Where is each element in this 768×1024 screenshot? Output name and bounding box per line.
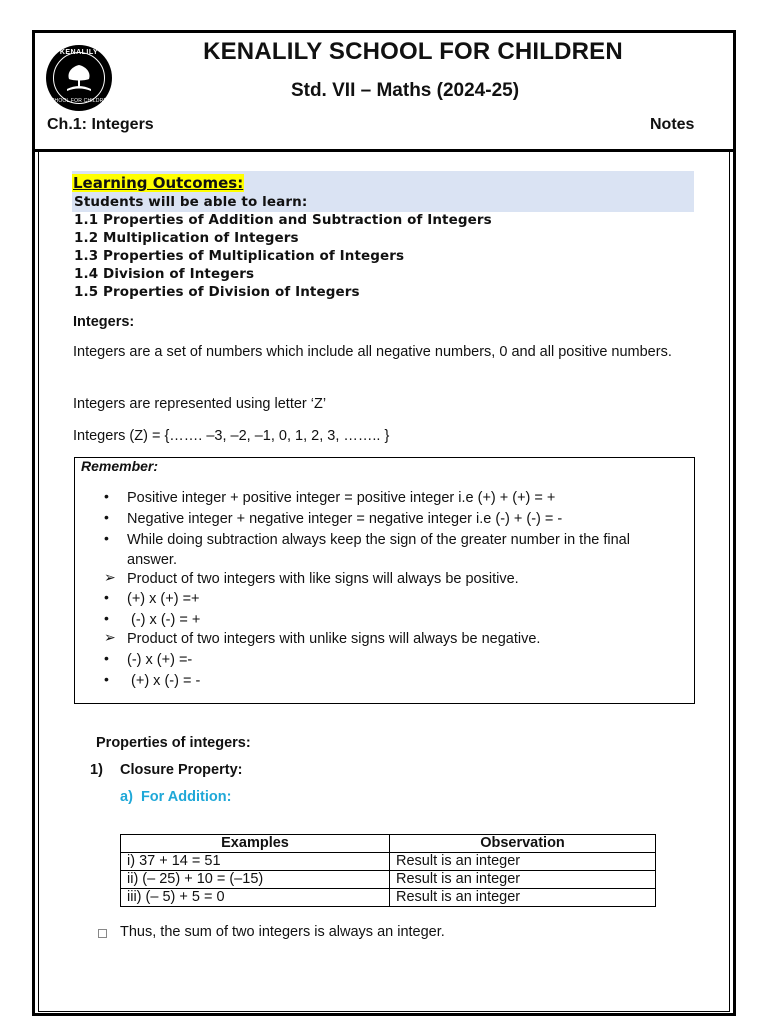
- notes-label: Notes: [650, 116, 695, 133]
- bullet-icon: •: [104, 650, 109, 666]
- class-subject-title: Std. VII – Maths (2024-25): [290, 80, 520, 101]
- table-cell: Result is an integer: [390, 871, 656, 889]
- bullet-icon: •: [104, 530, 109, 546]
- bullet-icon: •: [104, 509, 109, 525]
- checkbox-bullet-icon: [98, 929, 107, 938]
- bullet-icon: •: [104, 671, 109, 687]
- table-cell: Result is an integer: [390, 853, 656, 871]
- integers-definition: Integers are a set of numbers which include all negative numbers, 0 and all positive numbers.: [73, 344, 672, 360]
- learning-outcomes-intro: Students will be able to learn:: [74, 194, 308, 210]
- table-header: Observation: [390, 835, 656, 853]
- table-header: Examples: [121, 835, 390, 853]
- table-header-row: [121, 835, 656, 853]
- school-logo: [46, 45, 112, 111]
- remember-item: (-) x (-) = +: [127, 612, 201, 628]
- bullet-icon: •: [104, 610, 109, 626]
- table-row: [121, 871, 656, 889]
- integers-set: Integers (Z) = {……. –3, –2, –1, 0, 1, 2, 3, …….. }: [73, 428, 390, 444]
- bullet-icon: •: [104, 488, 109, 504]
- school-name: KENALILY SCHOOL FOR CHILDREN: [203, 38, 623, 65]
- properties-heading: Properties of integers:: [96, 735, 251, 751]
- bullet-icon: •: [104, 589, 109, 605]
- learning-outcome-item: 1.3 Properties of Multiplication of Integers: [74, 248, 405, 264]
- integers-heading: Integers:: [73, 314, 135, 330]
- table-row: [121, 853, 656, 871]
- remember-item: While doing subtraction always keep the sign of the greater number in the final answer.: [127, 532, 630, 568]
- arrow-bullet-icon: ➢: [104, 629, 116, 645]
- chapter-title: Ch.1: Integers: [47, 116, 154, 133]
- closure-addition-table: [120, 834, 656, 907]
- learning-outcome-item: 1.2 Multiplication of Integers: [74, 230, 299, 246]
- tree-icon: [63, 61, 95, 95]
- remember-item: (+) x (-) = -: [127, 673, 201, 689]
- learning-outcome-item: 1.5 Properties of Division of Integers: [74, 284, 360, 300]
- learning-outcome-item: 1.1 Properties of Addition and Subtraction of Integers: [74, 212, 492, 228]
- learning-outcome-item: 1.4 Division of Integers: [74, 266, 255, 282]
- logo-text-top: KENALILY: [59, 49, 99, 56]
- closure-property-title: Closure Property:: [120, 762, 243, 778]
- table-row: [121, 889, 656, 907]
- learning-outcomes-title: Learning Outcomes:: [73, 174, 244, 192]
- table-cell: Result is an integer: [390, 889, 656, 907]
- remember-item: Negative integer + negative integer = negative integer i.e (-) + (-) = -: [127, 511, 563, 527]
- closure-number: 1): [90, 762, 103, 778]
- table-cell: ii) (– 25) + 10 = (–15): [121, 871, 390, 889]
- arrow-bullet-icon: ➢: [104, 569, 116, 585]
- for-addition-title: a) For Addition:: [120, 789, 232, 805]
- table-cell: i) 37 + 14 = 51: [121, 853, 390, 871]
- remember-item: (-) x (+) =-: [127, 652, 193, 668]
- remember-item: Positive integer + positive integer = positive integer i.e (+) + (+) = +: [127, 490, 556, 506]
- integers-representation: Integers are represented using letter ‘Z’: [73, 396, 327, 412]
- remember-item: (+) x (+) =+: [127, 591, 200, 607]
- remember-item: Product of two integers with like signs will always be positive.: [127, 571, 519, 587]
- remember-title: Remember:: [81, 458, 159, 474]
- remember-item: Product of two integers with unlike signs will always be negative.: [127, 631, 541, 647]
- table-cell: iii) (– 5) + 5 = 0: [121, 889, 390, 907]
- closure-conclusion: Thus, the sum of two integers is always an integer.: [120, 924, 445, 940]
- logo-text-bottom: SCHOOL FOR CHILDREN: [47, 98, 111, 104]
